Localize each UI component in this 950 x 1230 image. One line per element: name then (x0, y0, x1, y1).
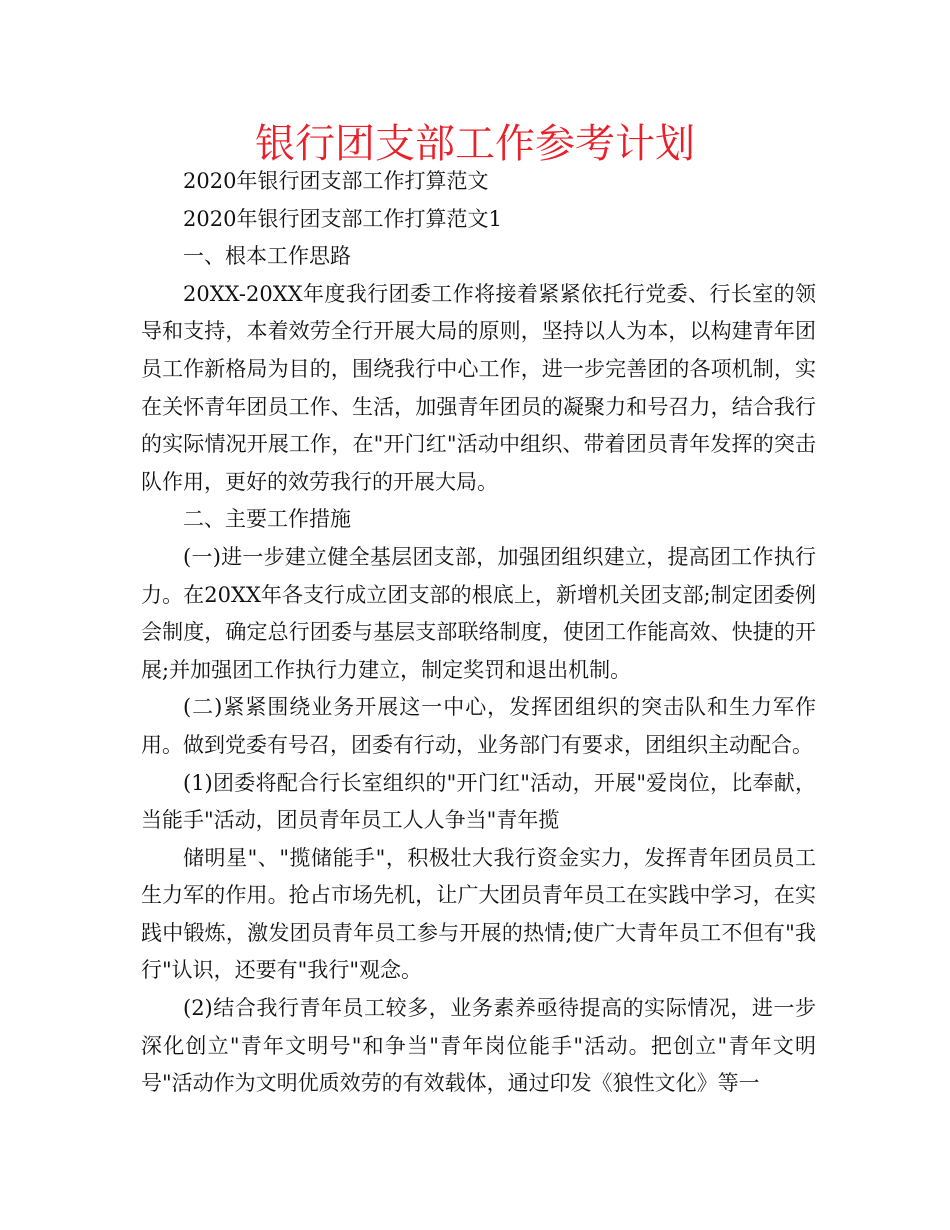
section-heading: 一、根本工作思路 (183, 244, 351, 269)
paragraph: 2020年银行团支部工作打算范文1 (183, 206, 502, 231)
paragraph: (一)进一步建立健全基层团支部，加强团组织建立，提高团工作执行力。在20XX年各支行成立团支部的根底上，新增机关团支部;制定团委例会制度，确定总行团委与基层支部联络制度，使团工作能高效、快捷的开展;并加强团工作执行力建立，制定奖罚和退出机制。 (141, 544, 816, 682)
document-body (141, 163, 816, 1103)
paragraph: 20XX-20XX年度我行团委工作将接着紧紧依托行党委、行长室的领导和支持，本着效劳全行开展大局的原则，坚持以人为本，以构建青年团员工作新格局为目的，围绕我行中心工作，进一步完善团的各项机制，实在关怀青年团员工作、生活，加强青年团员的凝聚力和号召力，结合我行的实际情况开展工作，在"开门红"活动中组织、带着团员青年发挥的突击队作用，更好的效劳我行的开展大局。 (141, 281, 816, 494)
paragraph: (2)结合我行青年员工较多，业务素养亟待提高的实际情况，进一步深化创立"青年文明号"和争当"青年岗位能手"活动。把创立"青年文明号"活动作为文明优质效劳的有效载体，通过印发《狼性文化》等一 (141, 996, 816, 1096)
paragraph: (二)紧紧围绕业务开展这一中心，发挥团组织的突击队和生力军作用。做到党委有号召，团委有行动，业务部门有要求，团组织主动配合。 (141, 695, 816, 757)
document-title: 银行团支部工作参考计划 (255, 121, 695, 167)
section-heading: 二、主要工作措施 (183, 507, 351, 532)
paragraph: (1)团委将配合行长室组织的"开门红"活动，开展"爱岗位，比奉献，当能手"活动，团员青年员工人人争当"青年揽 (141, 770, 816, 833)
paragraph: 2020年银行团支部工作打算范文 (183, 169, 489, 193)
paragraph: 储明星"、"揽储能手"，积极壮大我行资金实力，发挥青年团员员工生力军的作用。抢占市场先机，让广大团员青年员工在实践中学习，在实践中锻炼，激发团员青年员工参与开展的热情;使广大青年员工不但有"我行"认识，还要有"我行"观念。 (141, 845, 816, 983)
